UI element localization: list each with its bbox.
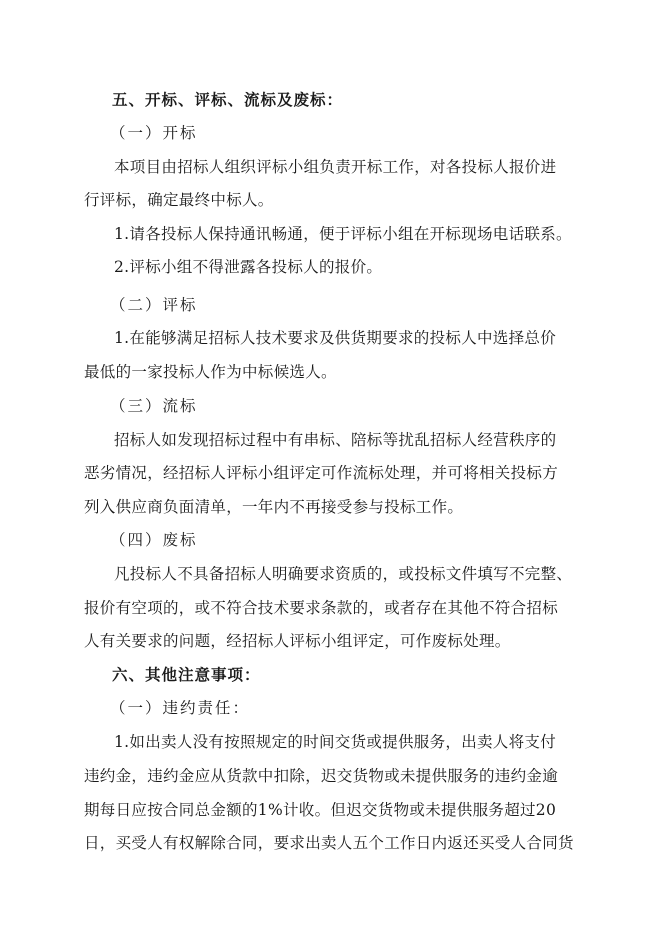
opening-item-1: 1.请各投标人保持通讯畅通，便于评标小组在开标现场电话联系。 bbox=[114, 225, 572, 243]
breach-item-1-line-1: 1.如出卖人没有按照规定的时间交货或提供服务，出卖人将支付 bbox=[114, 733, 556, 751]
subsection-opening-title: （一）开标 bbox=[110, 124, 198, 142]
failed-bid-paragraph-line-2: 恶劣情况，经招标人评标小组评定可作流标处理，并可将相关投标方 bbox=[84, 464, 559, 482]
void-bid-paragraph-line-1: 凡投标人不具备招标人明确要求资质的，或投标文件填写不完整、 bbox=[114, 565, 573, 583]
opening-paragraph-line-2: 行评标，确定最终中标人。 bbox=[84, 191, 274, 209]
section-6-heading: 六、其他注意事项： bbox=[112, 666, 261, 684]
section-5-heading: 五、开标、评标、流标及废标： bbox=[112, 91, 344, 109]
failed-bid-paragraph-line-3: 列入供应商负面清单，一年内不再接受参与投标工作。 bbox=[84, 498, 464, 516]
opening-paragraph-line-1: 本项目由招标人组织评标小组负责开标工作，对各投标人报价进 bbox=[114, 158, 557, 176]
subsection-breach-title: （一）违约责任： bbox=[110, 699, 251, 717]
breach-item-1-line-3: 期每日应按合同总金额的1%计收。但迟交货物或未提供服务超过20 bbox=[84, 801, 557, 819]
breach-item-1-line-4: 日，买受人有权解除合同，要求出卖人五个工作日内返还买受人合同货 bbox=[84, 834, 574, 852]
evaluation-item-1-line-2: 最低的一家投标人作为中标候选人。 bbox=[84, 363, 337, 381]
failed-bid-paragraph-line-1: 招标人如发现招标过程中有串标、陪标等扰乱招标人经营秩序的 bbox=[114, 431, 557, 449]
subsection-void-bid-title: （四）废标 bbox=[110, 531, 198, 549]
void-bid-paragraph-line-3: 人有关要求的问题，经招标人评标小组评定，可作废标处理。 bbox=[84, 632, 511, 650]
opening-item-2: 2.评标小组不得泄露各投标人的报价。 bbox=[114, 258, 383, 276]
subsection-failed-bid-title: （三）流标 bbox=[110, 397, 198, 415]
subsection-evaluation-title: （二）评标 bbox=[110, 296, 198, 314]
breach-item-1-line-2: 违约金，违约金应从货款中扣除，迟交货物或未提供服务的违约金逾 bbox=[84, 767, 559, 785]
evaluation-item-1-line-1: 1.在能够满足招标人技术要求及供货期要求的投标人中选择总价 bbox=[114, 329, 556, 347]
void-bid-paragraph-line-2: 报价有空项的，或不符合技术要求条款的，或者存在其他不符合招标 bbox=[84, 599, 559, 617]
